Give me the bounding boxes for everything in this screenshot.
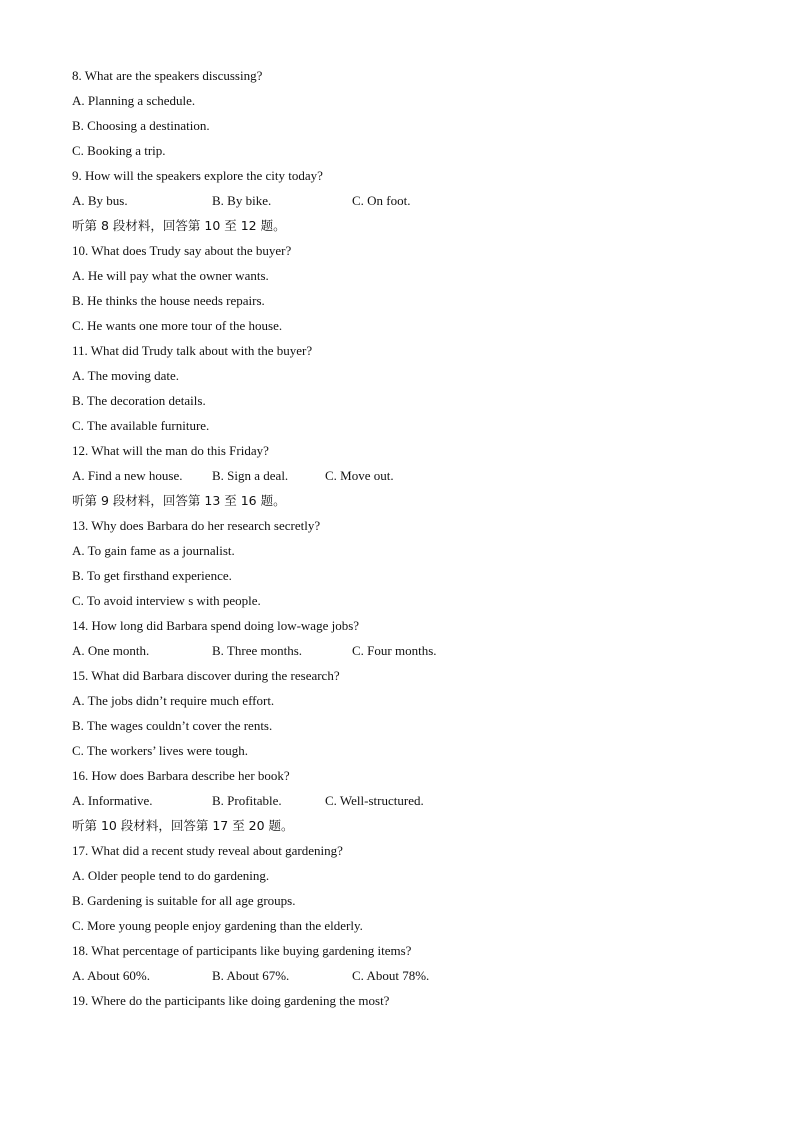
q12-option-b: B. Sign a deal.	[212, 467, 289, 483]
q17-option-b: B. Gardening is suitable for all age groups.	[72, 892, 296, 908]
q12-option-c: C. Move out.	[325, 467, 394, 483]
exam-page	[72, 63, 752, 1013]
q12-options	[72, 463, 752, 488]
q13-option-b: B. To get firsthand experience.	[72, 567, 232, 583]
q18-option-b: B. About 67%.	[212, 967, 290, 983]
section-heading-10: 听第 10 段材料，回答第 17 至 20 题。	[72, 817, 294, 833]
q14-option-c: C. Four months.	[352, 642, 437, 658]
q14-option-b: B. Three months.	[212, 642, 303, 658]
q15-option-b: B. The wages couldn’t cover the rents.	[72, 717, 273, 733]
question-8: 8. What are the speakers discussing?	[72, 67, 263, 83]
question-11: 11. What did Trudy talk about with the buyer?	[72, 342, 313, 358]
q17-option-a: A. Older people tend to do gardening.	[72, 867, 270, 883]
q16-option-b: B. Profitable.	[212, 792, 282, 808]
question-16: 16. How does Barbara describe her book?	[72, 767, 290, 783]
question-19: 19. Where do the participants like doing gardening the most?	[72, 992, 390, 1008]
q18-options	[72, 963, 752, 988]
q9-option-b: B. By bike.	[212, 192, 272, 208]
question-15: 15. What did Barbara discover during the research?	[72, 667, 340, 683]
q8-option-c: C. Booking a trip.	[72, 142, 166, 158]
q14-options	[72, 638, 752, 663]
q13-option-a: A. To gain fame as a journalist.	[72, 542, 235, 558]
question-12: 12. What will the man do this Friday?	[72, 442, 269, 458]
q15-option-c: C. The workers’ lives were tough.	[72, 742, 249, 758]
q11-option-b: B. The decoration details.	[72, 392, 206, 408]
q8-option-a: A. Planning a schedule.	[72, 92, 196, 108]
q16-option-c: C. Well-structured.	[325, 792, 424, 808]
q12-option-a: A. Find a new house.	[72, 467, 183, 483]
section-heading-8: 听第 8 段材料，回答第 10 至 12 题。	[72, 217, 286, 233]
q16-option-a: A. Informative.	[72, 792, 153, 808]
question-13: 13. Why does Barbara do her research secretly?	[72, 517, 321, 533]
question-17: 17. What did a recent study reveal about gardening?	[72, 842, 343, 858]
question-10: 10. What does Trudy say about the buyer?	[72, 242, 292, 258]
q9-options	[72, 188, 752, 213]
q11-option-c: C. The available furniture.	[72, 417, 210, 433]
q9-option-a: A. By bus.	[72, 192, 128, 208]
q10-option-b: B. He thinks the house needs repairs.	[72, 292, 265, 308]
q10-option-a: A. He will pay what the owner wants.	[72, 267, 269, 283]
q16-options	[72, 788, 752, 813]
question-14: 14. How long did Barbara spend doing low-wage jobs?	[72, 617, 360, 633]
section-heading-9: 听第 9 段材料，回答第 13 至 16 题。	[72, 492, 286, 508]
q14-option-a: A. One month.	[72, 642, 150, 658]
q13-option-c: C. To avoid interview s with people.	[72, 592, 261, 608]
q9-option-c: C. On foot.	[352, 192, 411, 208]
q11-option-a: A. The moving date.	[72, 367, 179, 383]
q10-option-c: C. He wants one more tour of the house.	[72, 317, 283, 333]
q17-option-c: C. More young people enjoy gardening than the elderly.	[72, 917, 363, 933]
q18-option-c: C. About 78%.	[352, 967, 430, 983]
q18-option-a: A. About 60%.	[72, 967, 150, 983]
question-9: 9. How will the speakers explore the city today?	[72, 167, 323, 183]
q15-option-a: A. The jobs didn’t require much effort.	[72, 692, 275, 708]
q8-option-b: B. Choosing a destination.	[72, 117, 210, 133]
question-18: 18. What percentage of participants like buying gardening items?	[72, 942, 412, 958]
